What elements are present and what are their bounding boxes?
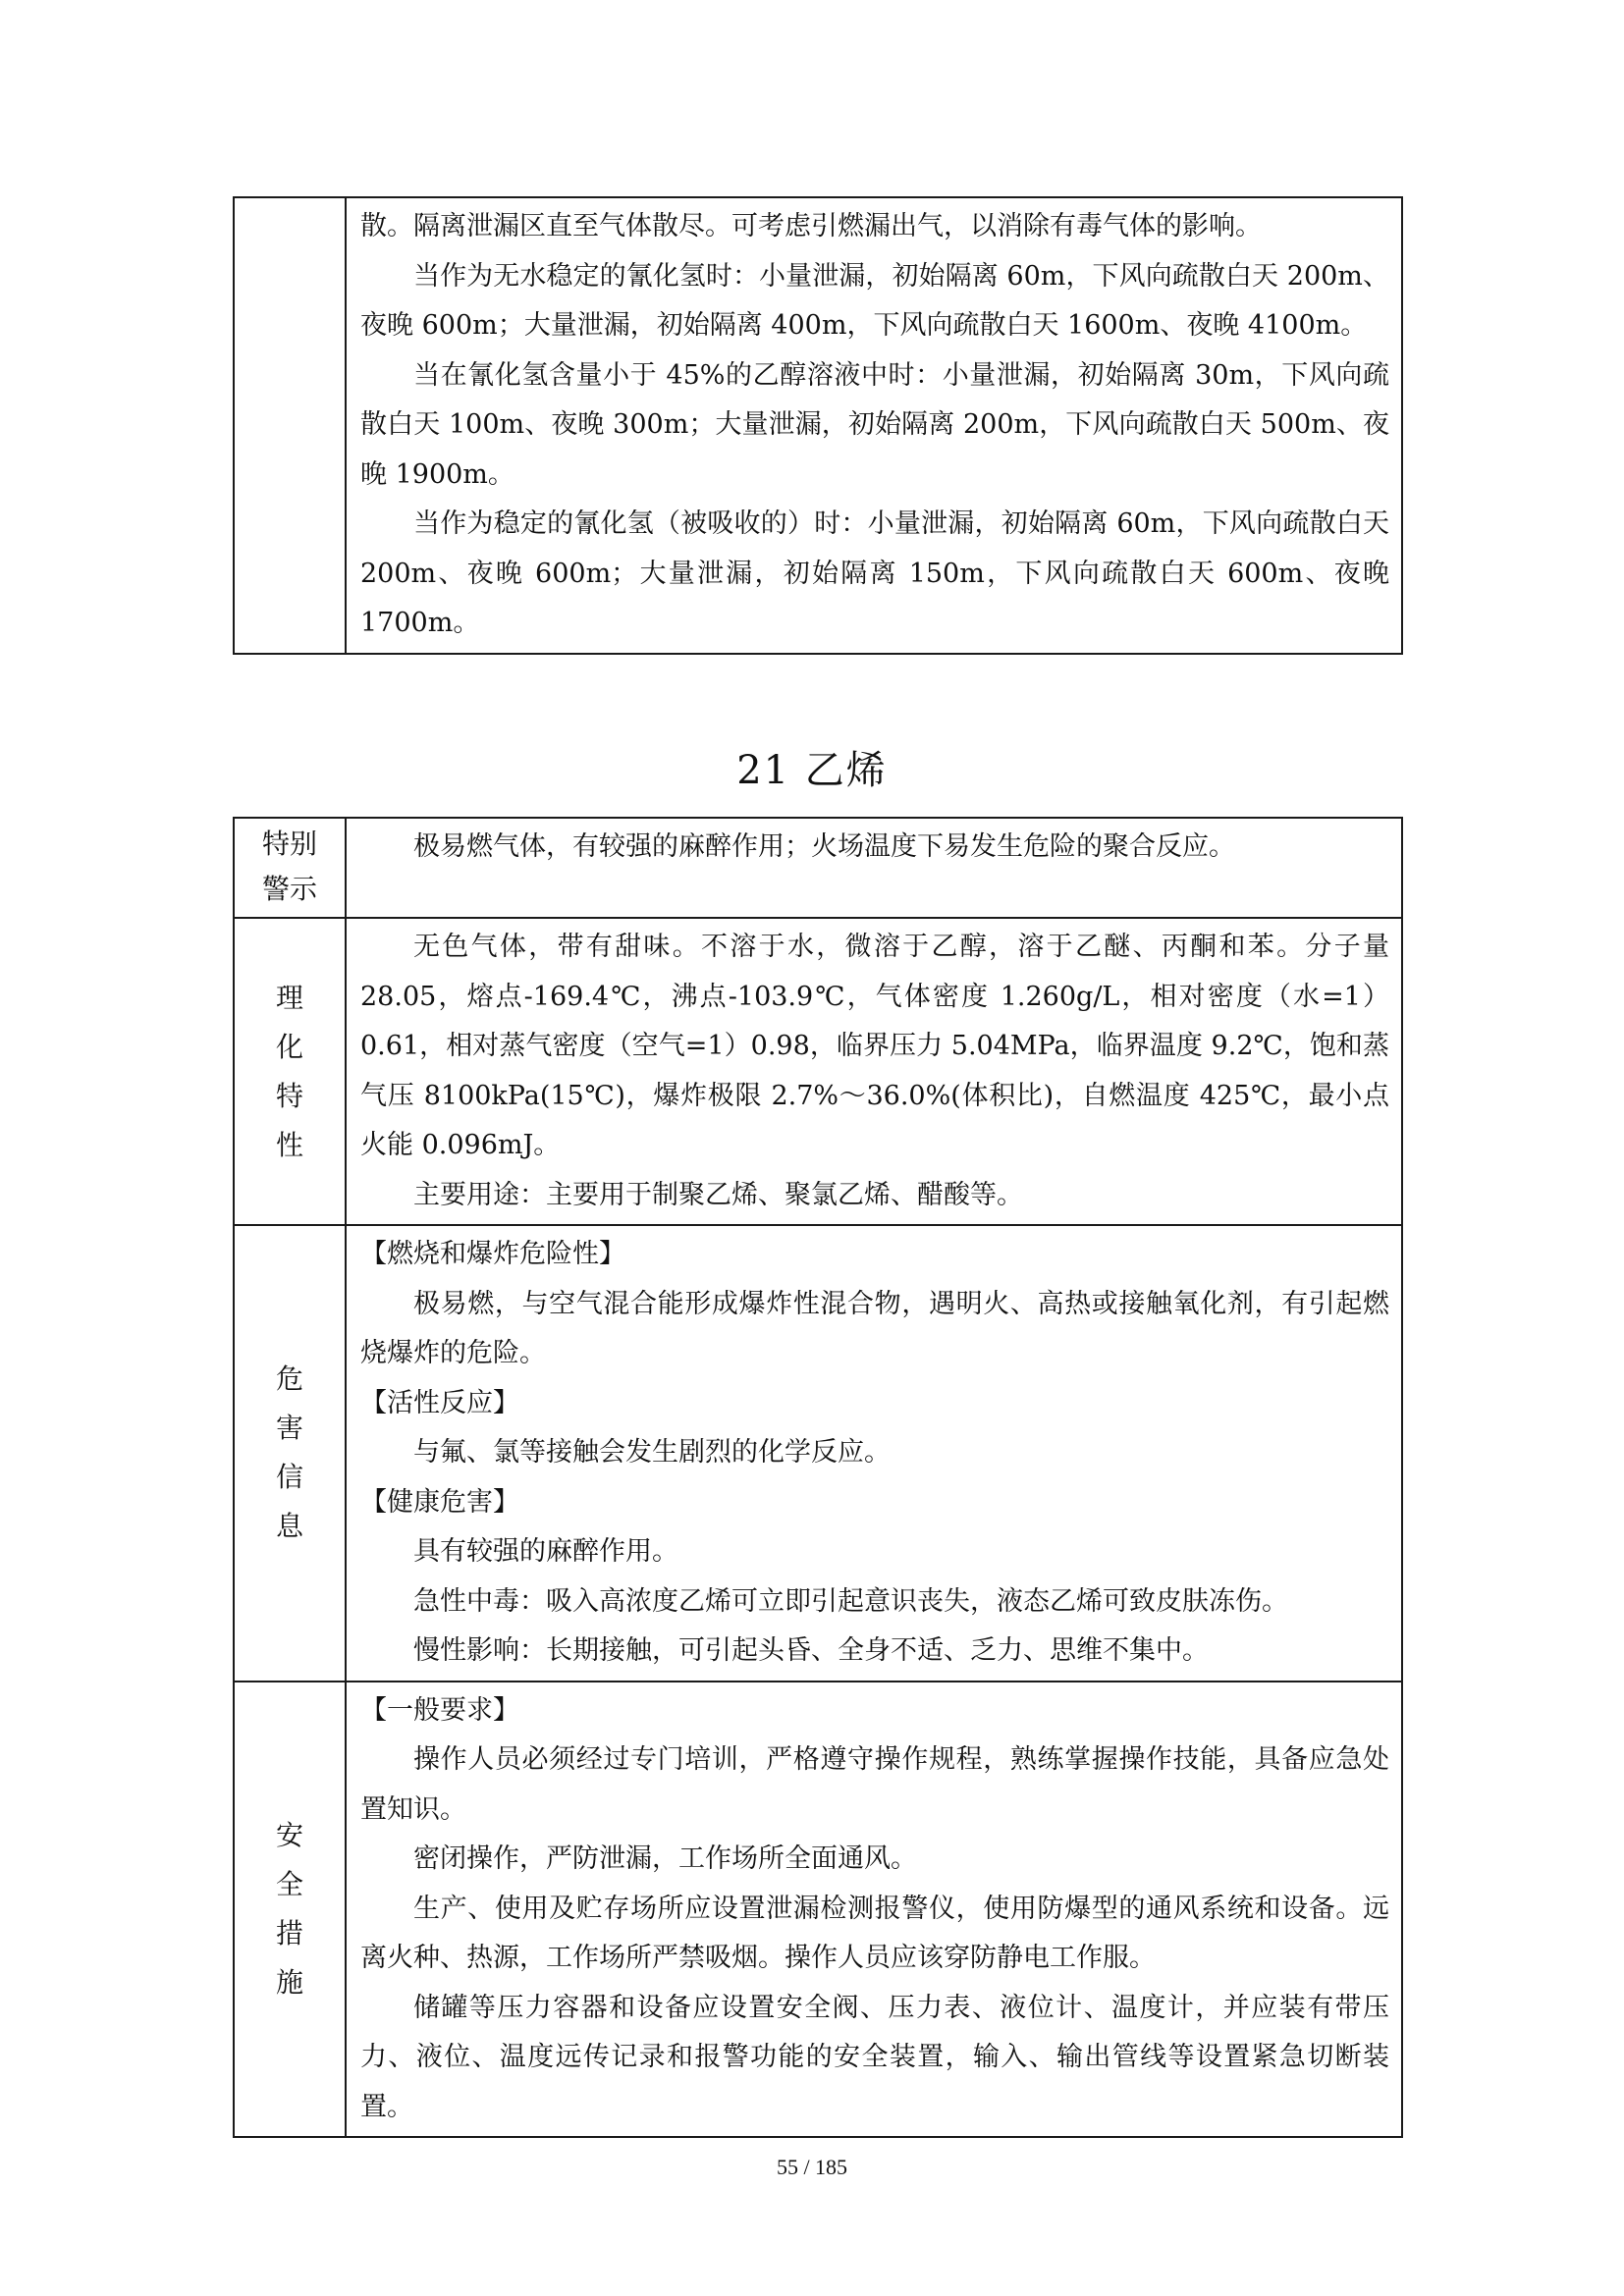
body-properties	[346, 918, 1402, 1225]
continued-paragraph: 当在氰化氢含量小于 45%的乙醇溶液中时：小量泄漏，初始隔离 30m，下风向疏散白天 100m、夜晚 300m；大量泄漏，初始隔离 200m，下风向疏散白天 500m、夜晚 1900m。	[360, 359, 1389, 490]
row-safety	[234, 1682, 1402, 2138]
hazard-paragraph: 慢性影响：长期接触，可引起头昏、全身不适、乏力、思维不集中。	[413, 1635, 1209, 1666]
continued-paragraph: 当作为无水稳定的氰化氢时：小量泄漏，初始隔离 60m，下风向疏散白天 200m、夜晚 600m；大量泄漏，初始隔离 400m，下风向疏散白天 1600m、夜晚 4100m。	[360, 260, 1389, 341]
warning-text: 极易燃气体，有较强的麻醉作用；火场温度下易发生危险的聚合反应。	[413, 831, 1235, 862]
continued-body-cell	[346, 197, 1402, 654]
subheading: 【活性反应】	[360, 1387, 519, 1418]
label-text: 危害信息	[275, 1362, 303, 1543]
body-safety	[346, 1682, 1402, 2138]
label-text: 特别警示	[261, 828, 317, 905]
continued-table	[233, 196, 1403, 655]
label-properties	[234, 918, 346, 1225]
properties-paragraph: 无色气体，带有甜味。不溶于水，微溶于乙醇，溶于乙醚、丙酮和苯。分子量 28.05，熔点-169.4℃，沸点-103.9℃，气体密度 1.260g/L，相对密度（水=1）0.61，相对蒸气密度（空气=1）0.98，临界压力 5.04MPa，临界温度 9.2℃，饱和蒸气压 8100kPa(15℃)，爆炸极限 2.7%～36.0%(体积比)，自燃温度 425℃，最小点火能 0.096mJ。	[360, 932, 1389, 1160]
page-number: 55 / 185	[776, 2155, 848, 2179]
hazard-paragraph: 具有较强的麻醉作用。	[413, 1536, 678, 1567]
safety-paragraph: 操作人员必须经过专门培训，严格遵守操作规程，熟练掌握操作技能，具备应急处置知识。	[360, 1744, 1389, 1825]
hazard-paragraph: 极易燃，与空气混合能形成爆炸性混合物，遇明火、高热或接触氧化剂，有引起燃烧爆炸的危险。	[360, 1288, 1389, 1368]
safety-paragraph: 生产、使用及贮存场所应设置泄漏检测报警仪，使用防爆型的通风系统和设备。远离火种、热源，工作场所严禁吸烟。操作人员应该穿防静电工作服。	[360, 1893, 1389, 1973]
continued-paragraph: 当作为稳定的氰化氢（被吸收的）时：小量泄漏，初始隔离 60m，下风向疏散白天 200m、夜晚 600m；大量泄漏，初始隔离 150m，下风向疏散白天 600m、夜晚 1700m。	[360, 508, 1389, 638]
label-special-warning	[234, 818, 346, 918]
usage-paragraph: 主要用途：主要用于制聚乙烯、聚氯乙烯、醋酸等。	[413, 1179, 1023, 1210]
body-special-warning	[346, 818, 1402, 918]
section-title: 21 乙烯	[736, 748, 888, 793]
subheading: 【燃烧和爆炸危险性】	[360, 1239, 625, 1269]
subheading: 【健康危害】	[360, 1486, 519, 1518]
label-text: 理化特性	[275, 981, 303, 1161]
continued-row	[234, 197, 1402, 654]
safety-paragraph: 密闭操作，严防泄漏，工作场所全面通风。	[413, 1843, 917, 1874]
chemical-info-table	[233, 817, 1403, 2138]
hazard-paragraph: 与氟、氯等接触会发生剧烈的化学反应。	[413, 1437, 891, 1468]
body-hazard	[346, 1225, 1402, 1682]
label-hazard	[234, 1225, 346, 1682]
safety-paragraph: 储罐等压力容器和设备应设置安全阀、压力表、液位计、温度计，并应装有带压力、液位、温度远传记录和报警功能的安全装置，输入、输出管线等设置紧急切断装置。	[360, 1992, 1389, 2122]
label-text: 安全措施	[275, 1818, 303, 1999]
row-properties	[234, 918, 1402, 1225]
label-safety	[234, 1682, 346, 2138]
continued-label-cell	[234, 197, 346, 654]
hazard-paragraph: 急性中毒：吸入高浓度乙烯可立即引起意识丧失，液态乙烯可致皮肤冻伤。	[413, 1585, 1288, 1617]
row-hazard	[234, 1225, 1402, 1682]
row-special-warning	[234, 818, 1402, 918]
continued-paragraph: 散。隔离泄漏区直至气体散尽。可考虑引燃漏出气，以消除有毒气体的影响。	[360, 211, 1262, 241]
subheading: 【一般要求】	[360, 1694, 519, 1726]
